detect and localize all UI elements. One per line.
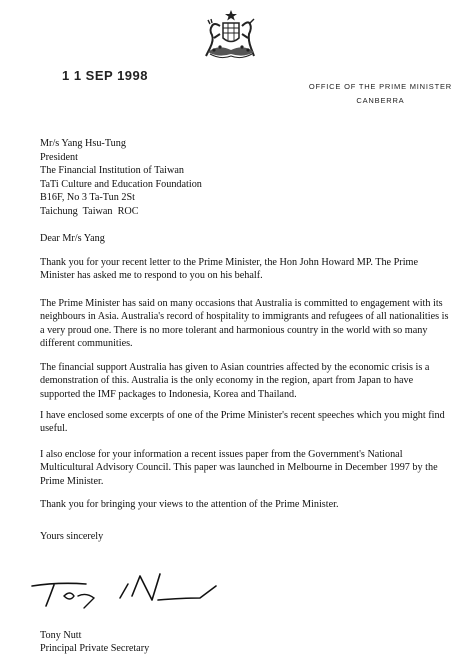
closing: Yours sincerely (40, 531, 104, 542)
recipient-org-2: TaTi Culture and Education Foundation (40, 178, 202, 190)
australian-coat-of-arms-icon (196, 8, 266, 64)
body-paragraph: Thank you for your recent letter to the Prime Minister, the Hon John Howard MP. The Prime Minister has asked me to respond to you on his behalf. (40, 257, 418, 282)
signer-title: Principal Private Secretary (40, 643, 150, 655)
recipient-address (40, 137, 202, 219)
office-heading (309, 80, 452, 108)
body-paragraph: The Prime Minister has said on many occasions that Australia is committed to engagement with its neighbours in Asia. Australia's record of hospitality to immigrants and refugees of all nationalities is a very proud one. There is no more tolerant and harmonious country in the world with so many different communities. (40, 298, 449, 350)
handwritten-signature (28, 562, 228, 616)
date-stamp: 1 1 SEP 1998 (62, 68, 148, 83)
signer-name: Tony Nutt (40, 630, 82, 641)
body-paragraph: The financial support Australia has given to Asian countries affected by the economic crisis is a demonstration of this. Australia is the only economy in the region, apart from Japan to have supported the IMF packages to Indonesia, Korea and Thailand. (40, 362, 430, 400)
recipient-title: President (40, 151, 78, 163)
salutation: Dear Mr/s Yang (40, 233, 105, 244)
body-paragraph: I also enclose for your information a recent issues paper from the Government's National Multicultural Advisory Council. This paper was launched in Melbourne in December 1997 by the Prime Minister. (40, 449, 438, 487)
body-paragraph: Thank you for bringing your views to the attention of the Prime Minister. (40, 499, 339, 510)
signer-block (40, 629, 149, 656)
office-name: OFFICE OF THE PRIME MINISTER (308, 82, 452, 91)
recipient-name: Mr/s Yang Hsu-Tung (40, 138, 126, 149)
office-city: CANBERRA (356, 96, 405, 105)
recipient-address-1: B16F, No 3 Ta-Tun 2St (40, 192, 135, 204)
body-paragraph: I have enclosed some excerpts of one of the Prime Minister's recent speeches which you might find useful. (40, 410, 445, 435)
recipient-address-2: Taichung Taiwan ROC (40, 205, 139, 217)
recipient-org-1: The Financial Institution of Taiwan (40, 165, 184, 177)
